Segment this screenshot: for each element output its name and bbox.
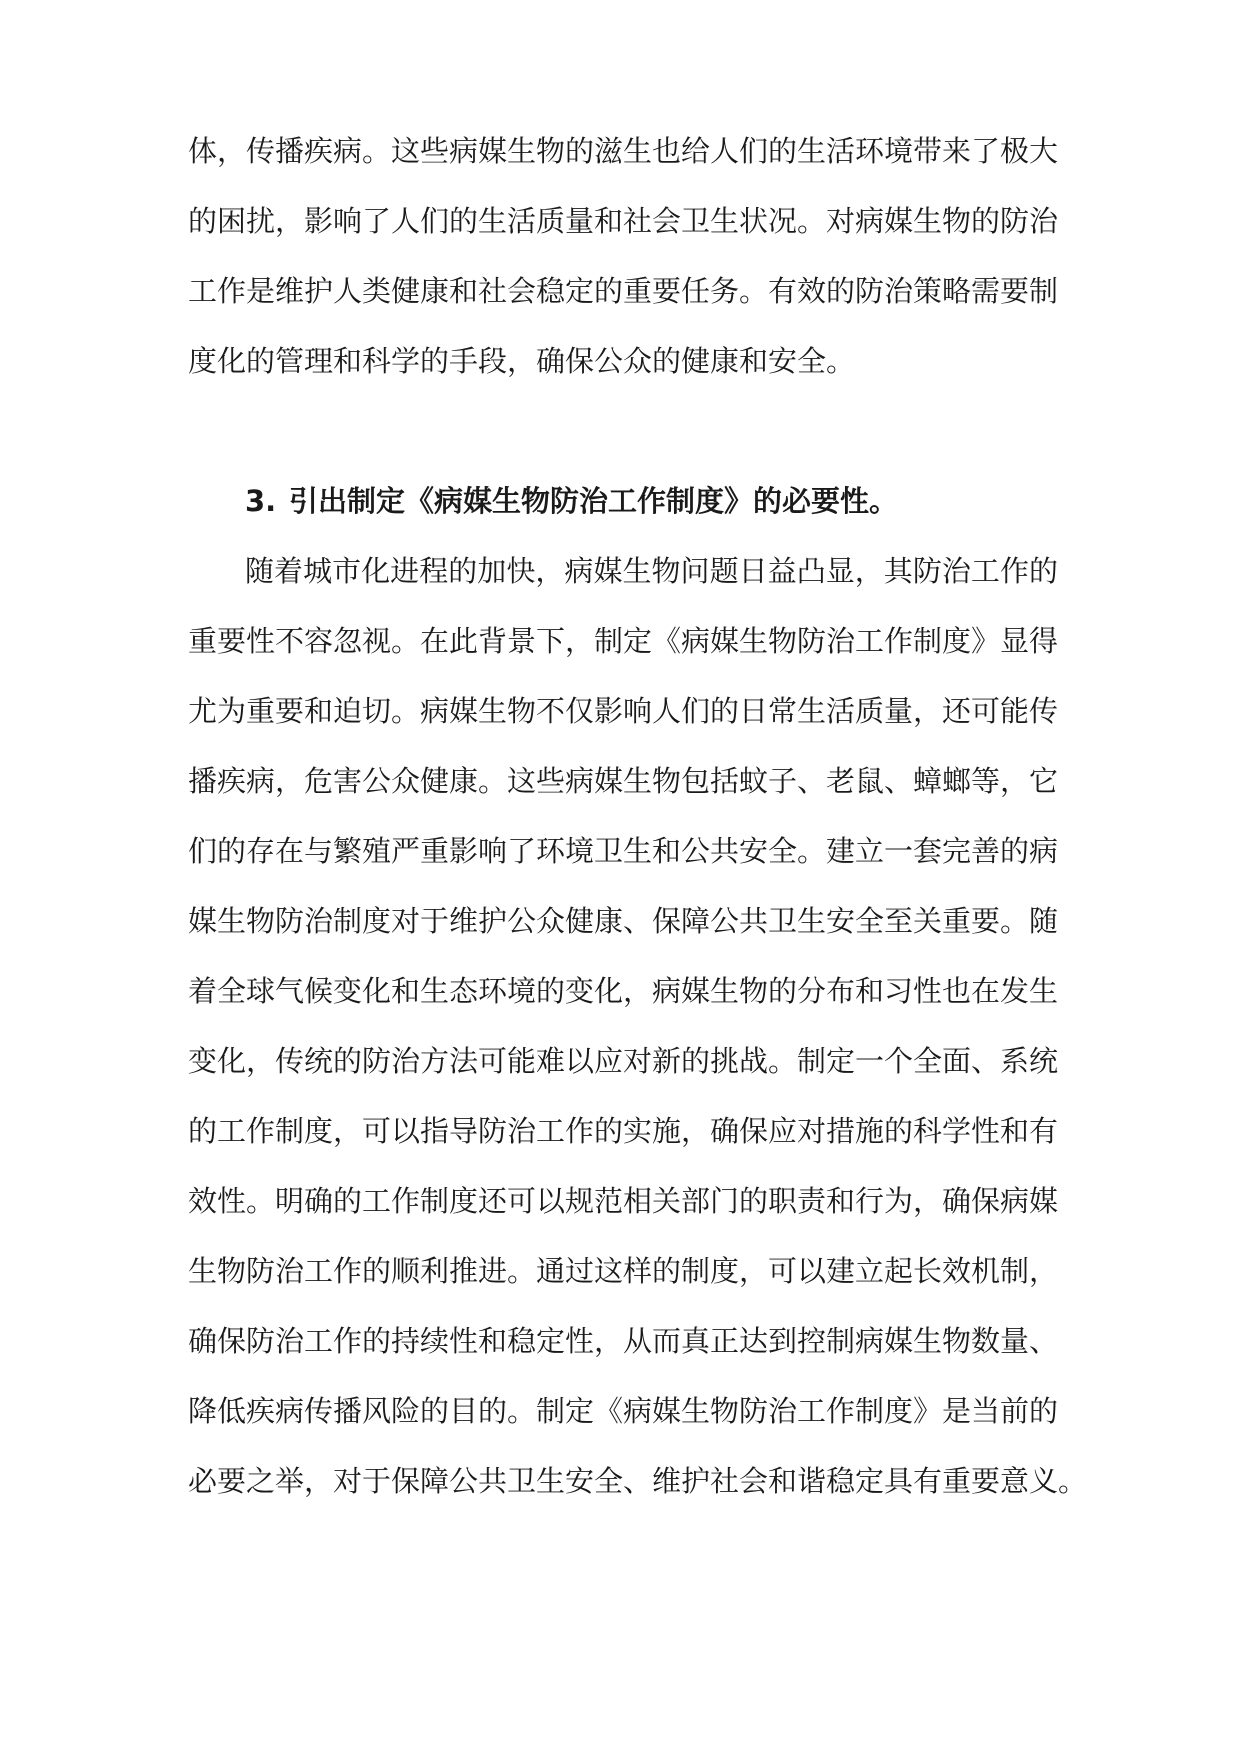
paragraph-1-line-2: 的困扰，影响了人们的生活质量和社会卫生状况。对病媒生物的防治 <box>188 204 1059 238</box>
paragraph-2-line-11: 生物防治工作的顺利推进。通过这样的制度，可以建立起长效机制， <box>188 1254 1059 1288</box>
paragraph-2-line-1: 随着城市化进程的加快，病媒生物问题日益凸显，其防治工作的 <box>245 554 1058 588</box>
section-title: 引出制定《病媒生物防治工作制度》的必要性。 <box>289 484 899 518</box>
section-heading <box>245 479 945 523</box>
paragraph-1-line-4: 度化的管理和科学的手段，确保公众的健康和安全。 <box>188 344 856 378</box>
paragraph-2-line-13: 降低疾病传播风险的目的。制定《病媒生物防治工作制度》是当前的 <box>188 1394 1059 1428</box>
paragraph-2-line-14: 必要之举，对于保障公共卫生安全、维护社会和谐稳定具有重要意义。 <box>188 1464 1088 1498</box>
paragraph-2-line-9: 的工作制度，可以指导防治工作的实施，确保应对措施的科学性和有 <box>188 1114 1059 1148</box>
paragraph-2-line-2: 重要性不容忽视。在此背景下，制定《病媒生物防治工作制度》显得 <box>188 624 1059 658</box>
section-number: 3. <box>245 484 277 518</box>
paragraph-1-line-1: 体，传播疾病。这些病媒生物的滋生也给人们的生活环境带来了极大 <box>188 134 1059 168</box>
paragraph-2-line-3: 尤为重要和迫切。病媒生物不仅影响人们的日常生活质量，还可能传 <box>188 694 1059 728</box>
paragraph-2-line-5: 们的存在与繁殖严重影响了环境卫生和公共安全。建立一套完善的病 <box>188 834 1059 868</box>
paragraph-1-line-3: 工作是维护人类健康和社会稳定的重要任务。有效的防治策略需要制 <box>188 274 1059 308</box>
paragraph-2-line-8: 变化，传统的防治方法可能难以应对新的挑战。制定一个全面、系统 <box>188 1044 1059 1078</box>
paragraph-2-line-4: 播疾病，危害公众健康。这些病媒生物包括蚊子、老鼠、蟑螂等，它 <box>188 764 1059 798</box>
paragraph-2-line-12: 确保防治工作的持续性和稳定性，从而真正达到控制病媒生物数量、 <box>188 1324 1059 1358</box>
paragraph-2-line-10: 效性。明确的工作制度还可以规范相关部门的职责和行为，确保病媒 <box>188 1184 1059 1218</box>
paragraph-2-line-6: 媒生物防治制度对于维护公众健康、保障公共卫生安全至关重要。随 <box>188 904 1059 938</box>
paragraph-2-line-7: 着全球气候变化和生态环境的变化，病媒生物的分布和习性也在发生 <box>188 974 1059 1008</box>
